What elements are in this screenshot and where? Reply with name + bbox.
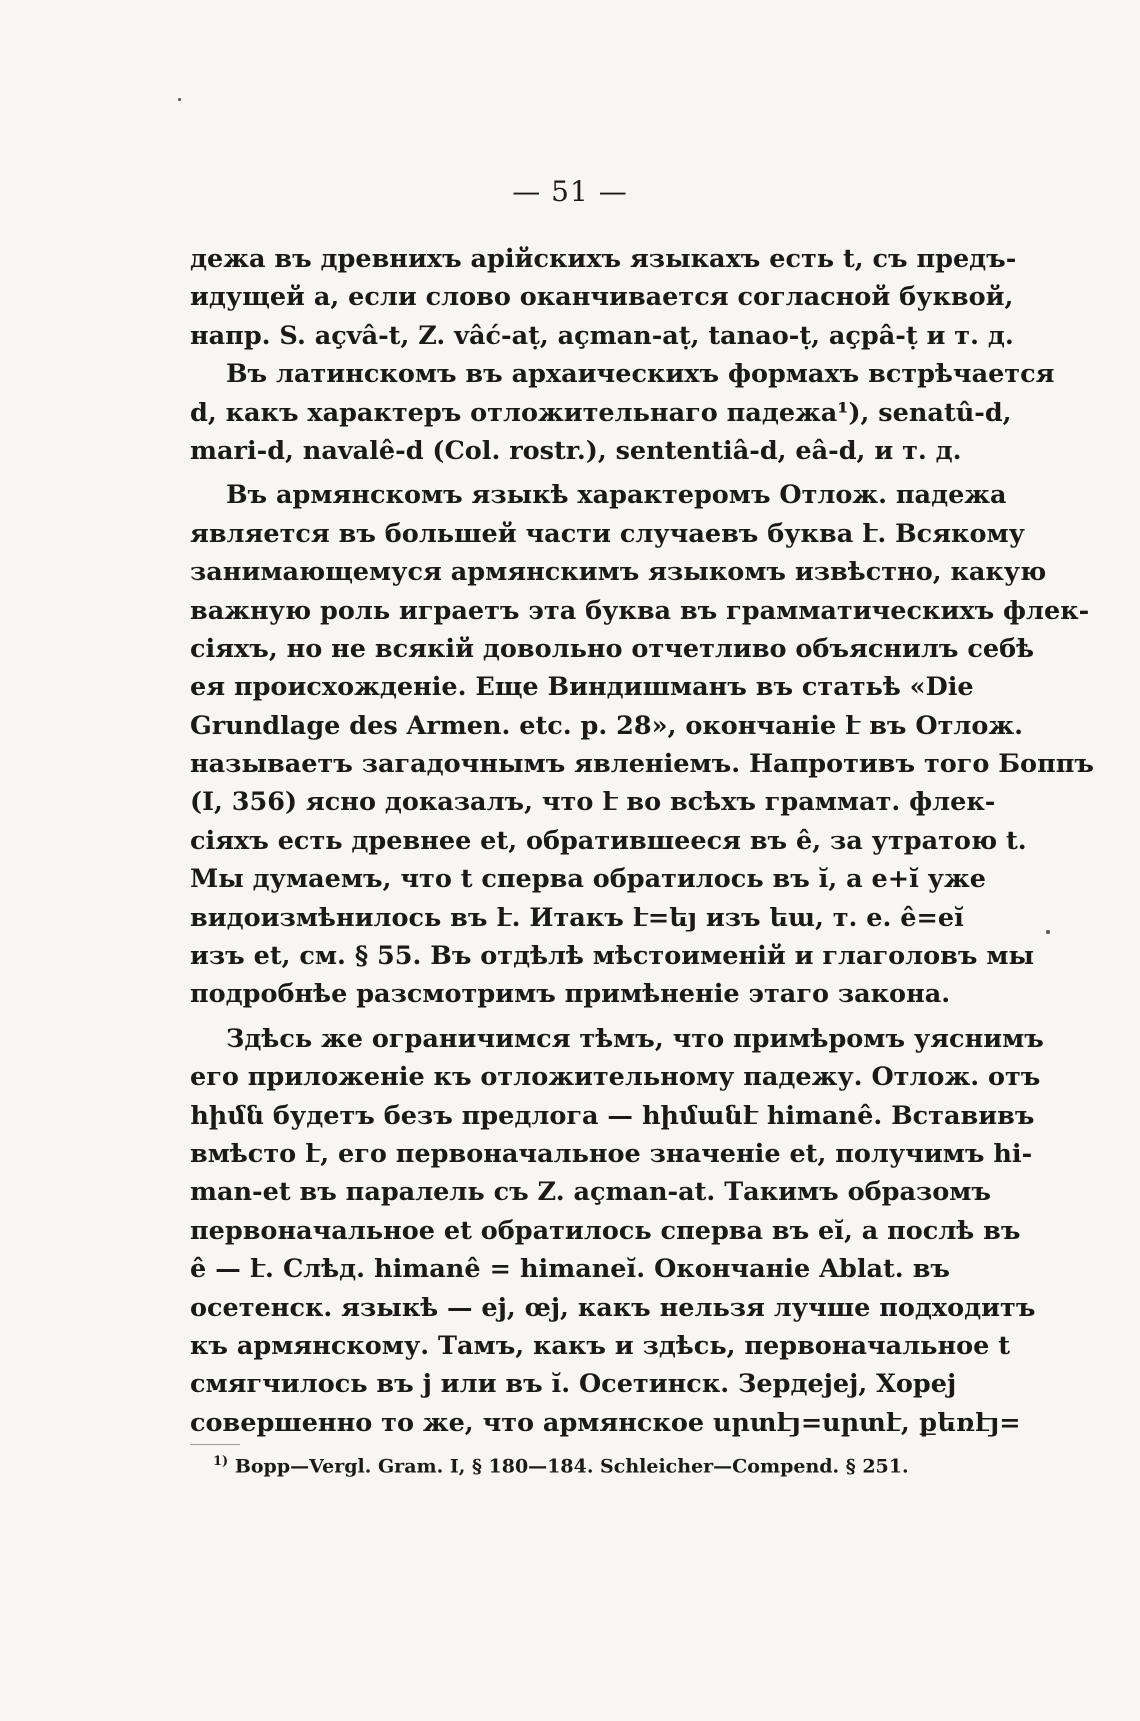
text-line: (I, 356) ясно доказалъ, что է во всѣхъ граммат. флек- [190, 787, 996, 818]
text-line: d, какъ характеръ отложительнаго падежа¹), senatû-d, [190, 397, 1012, 428]
text-line: Въ латинскомъ въ архаическихъ формахъ встрѣчается [226, 359, 1055, 390]
text-line: важную роль играетъ эта буква въ грамматическихъ флек- [190, 595, 1090, 626]
text-line: напр. S. açvâ-t, Z. vâć-aṭ, açman-aṭ, tanao-ṭ, açpâ-ṭ и т. д. [190, 320, 1014, 351]
footnote-marker: 1) [213, 1454, 229, 1469]
text-line: сіяхъ есть древнее et, обратившееся въ ê, за утратою t. [190, 825, 1027, 856]
text-line: называетъ загадочнымъ явленіемъ. Напротивъ того Боппъ [190, 749, 1094, 780]
text-line: mari-d, navalê-d (Col. rostr.), sententiâ-d, eâ-d, и т. д. [190, 435, 962, 466]
text-line: первоначальное et обратилось сперва въ eĭ, а послѣ въ [190, 1215, 1021, 1246]
text-line: сіяхъ, но не всякій довольно отчетливо объяснилъ себѣ [190, 633, 1035, 664]
text-line: Мы думаемъ, что t сперва обратилось въ ĭ, а е+ĭ уже [190, 864, 986, 895]
footnote-text: Bopp—Vergl. Gram. I, § 180—184. Schleicher—Compend. § 251. [234, 1455, 909, 1478]
margin-dot [178, 98, 181, 101]
text-line: Здѣсь же ограничимся тѣмъ, что примѣромъ уяснимъ [226, 1023, 1044, 1054]
text-line: ея происхожденіе. Еще Виндишманъ въ статьѣ «Die [190, 672, 974, 703]
text-line: հիմն будетъ безъ предлога — հիմանէ himanê. Вставивъ [190, 1100, 1035, 1131]
text-line: идущей a, если слово оканчивается согласной буквой, [190, 282, 1014, 313]
margin-dot [1046, 930, 1050, 934]
text-line: man-et въ паралель съ Z. açman-at. Такимъ образомъ [190, 1177, 991, 1208]
text-line: совершенно то же, что армянское սրտէյ=սրտէ, քեռէյ= [190, 1407, 1021, 1438]
footnote-separator [190, 1444, 240, 1445]
text-line: Grundlage des Armen. etc. p. 28», окончаніе է въ Отлож. [190, 710, 1023, 741]
text-line: занимающемуся армянскимъ языкомъ извѣстно, какую [190, 557, 1047, 588]
body-text [190, 240, 1094, 1442]
text-line: ê — է. Слѣд. himanê = himaneĭ. Окончаніе Ablat. въ [190, 1254, 950, 1285]
text-line: къ армянскому. Тамъ, какъ и здѣсь, первоначальное t [190, 1330, 1011, 1361]
text-line: изъ et, см. § 55. Въ отдѣлѣ мѣстоименій и глаголовъ мы [190, 941, 1035, 972]
footnote [213, 1450, 933, 1478]
text-line: является въ большей части случаевъ буква է. Всякому [190, 518, 1025, 549]
text-line: видоизмѣнилось въ է. Итакъ է=եյ изъ եա, т. е. ê=eĭ [190, 902, 964, 933]
page-number: — 51 — [512, 175, 628, 208]
text-line: его приложеніе къ отложительному падежу. Отлож. отъ [190, 1062, 1041, 1093]
text-line: смягчилось въ j или въ ĭ. Осетинск. Зердеjej, Хореj [190, 1369, 957, 1400]
text-line: подробнѣе разсмотримъ примѣненіе этаго закона. [190, 979, 951, 1010]
text-line: вмѣсто է, его первоначальное значеніе et, получимъ hi- [190, 1138, 1033, 1169]
text-line: Въ армянскомъ языкѣ характеромъ Отлож. падежа [226, 480, 1007, 511]
text-line: осетенск. языкѣ — ej, œj, какъ нельзя лучше подходитъ [190, 1292, 1036, 1323]
text-line: дежа въ древнихъ арійскихъ языкахъ есть t, съ предъ- [190, 244, 1017, 274]
